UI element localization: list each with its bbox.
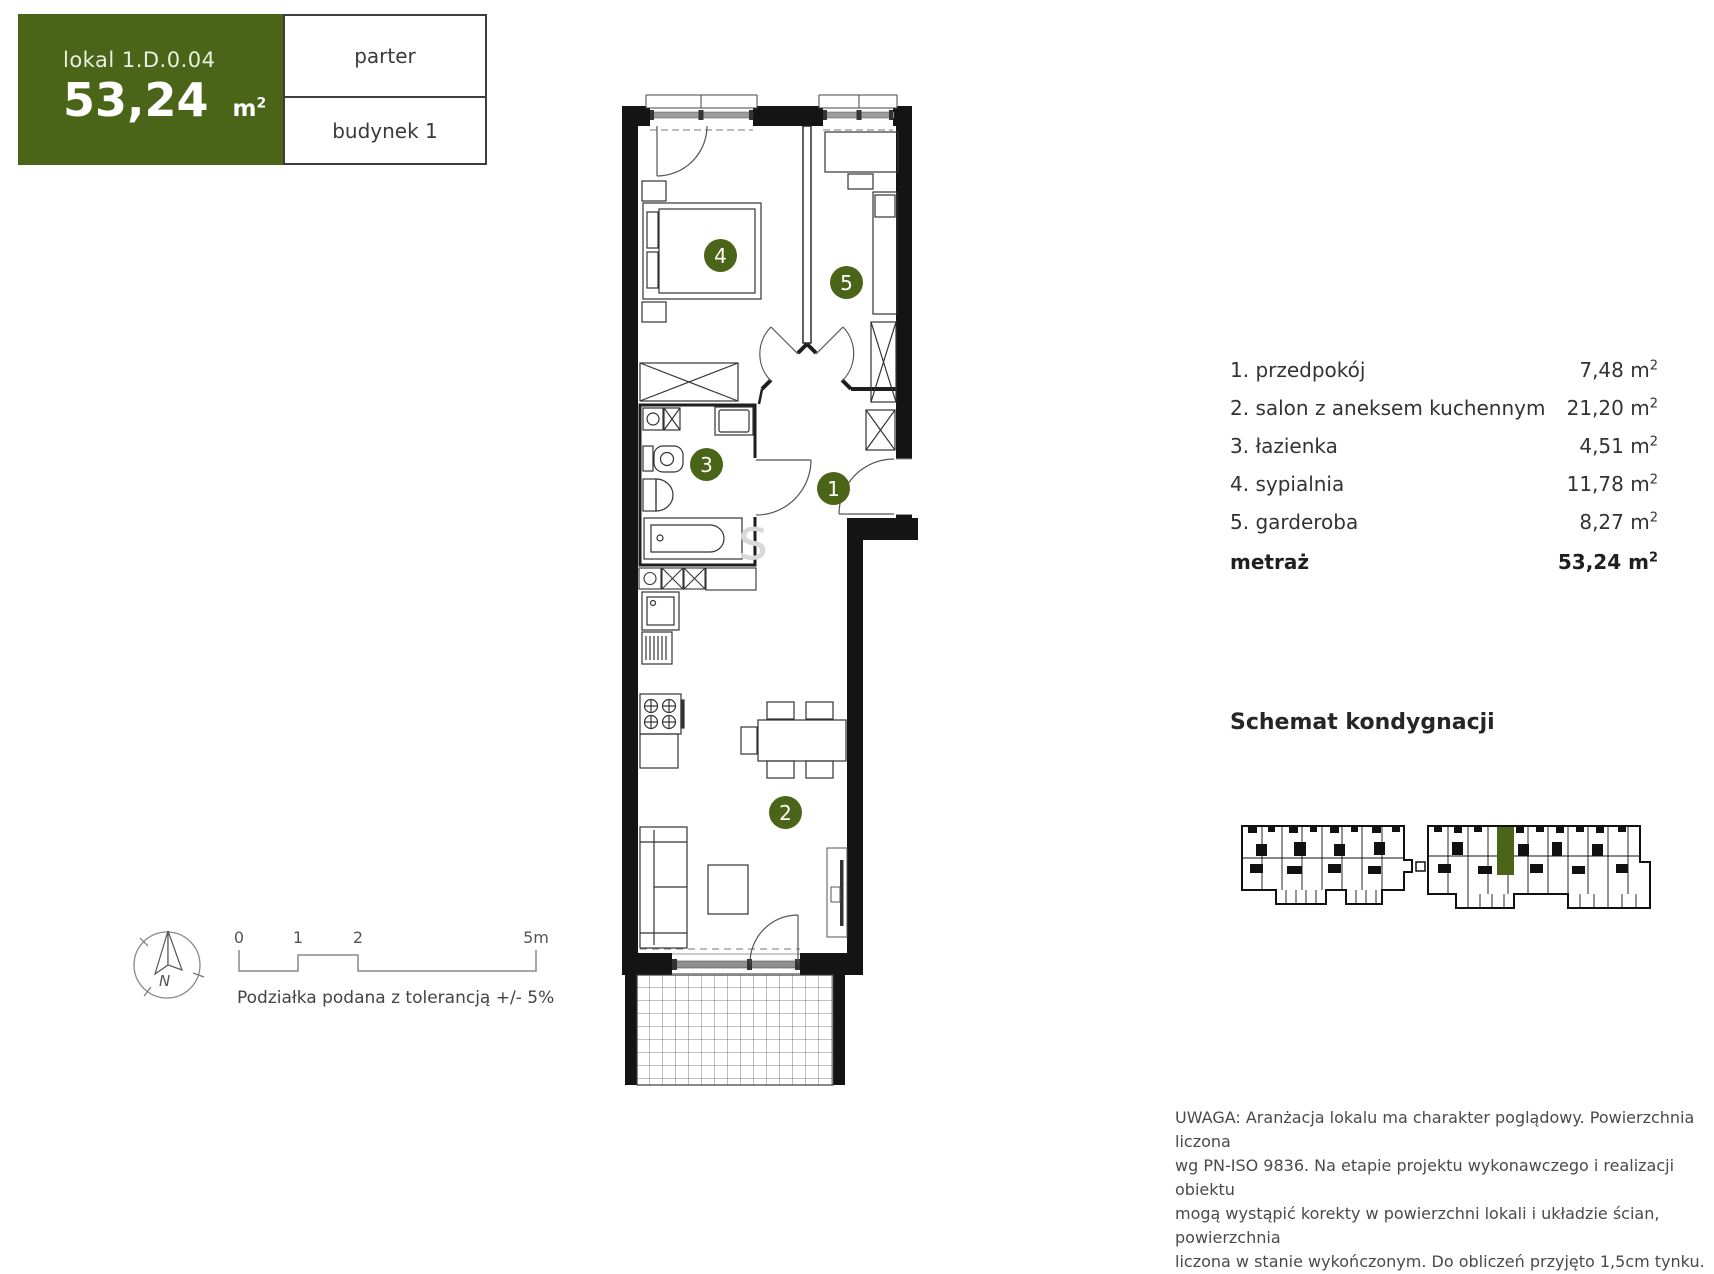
storey-diagram [1232,818,1652,914]
building-outline-right [1428,826,1650,908]
room-badge-5: 5 [830,266,863,299]
legend-row: 2. salon z aneksem kuchennym 21,20 $m^2$ [1230,396,1658,420]
washer-icon [715,407,753,435]
room-badge-4: 4 [704,239,737,272]
legend-row: 1. przedpokój 7,48 $m^2$ [1230,358,1658,382]
interior-walls [759,126,896,404]
bathroom-fixtures [643,407,753,559]
floor-label: parter [285,16,485,98]
highlighted-unit [1497,827,1514,875]
building-label: budynek 1 [332,118,438,143]
nightstand [642,181,666,201]
room-badge-2: 2 [769,796,802,829]
disclaimer-line: UWAGA: Aranżacja lokalu ma charakter poglądowy. Powierzchnia liczona [1175,1108,1695,1151]
north-label: N [159,972,171,990]
sink-icon [643,479,673,511]
single-bed-icon [873,192,897,314]
toilet-icon [643,446,683,472]
storey-diagram-title: Schemat kondygnacji [1230,710,1495,735]
scale-note: Podziałka podana z tolerancją +/- 5% [237,988,555,1008]
door-garderoba [816,327,854,381]
garderoba-furniture [825,132,898,402]
bathtub-icon [644,518,742,559]
area-unit: $m^2$ [232,95,267,122]
building-outline-left [1242,826,1425,904]
desk [825,132,898,172]
counter [640,734,678,768]
watermark: s [738,505,769,573]
double-bed-icon [643,203,761,299]
disclaimer-line: mogą wystąpić korekty w powierzchni lokali i układzie ścian, powierzchnia [1175,1204,1660,1247]
desk-chair [848,174,873,189]
wardrobe-icon [640,363,738,401]
hall-wardrobe [866,410,895,450]
area-value: 53,24 [63,73,209,127]
stove-icon [640,694,684,734]
tv-icon [827,848,847,937]
unit-area-label [63,73,283,127]
room-badge-1: 1 [817,472,850,505]
legend-row: 5. garderoba 8,27 $m^2$ [1230,510,1658,534]
sofa-icon [640,827,687,948]
unit-info-card [18,14,283,165]
legend-row: 4. sypialnia 11,78 $m^2$ [1230,472,1658,496]
disclaimer-line: wg PN-ISO 9836. Na etapie projektu wykonawczego i realizacji obiektu [1175,1156,1675,1199]
door-bedroom [760,327,798,381]
dishrack-icon [642,632,672,664]
coffee-table [708,865,748,914]
kitchen-units [640,592,684,768]
dining-table [758,720,846,761]
room-badge-3: 3 [690,448,723,481]
scale-tick-0: 0 [233,928,245,947]
scale-bar [225,944,545,976]
nightstand [642,302,666,322]
window-garderoba [819,95,897,130]
floor-plan-drawing [610,90,930,1100]
room-legend [1230,358,1658,588]
bedroom-furniture [640,181,761,401]
window-bedroom [646,95,757,176]
unit-meta-card [283,14,487,165]
disclaimer [1175,1106,1710,1274]
dining-set [741,702,846,778]
floor-plan [610,90,930,1100]
legend-total-row: metraż 53,24 $m^2$ [1230,550,1658,574]
scale-tick-2: 2 [352,928,364,947]
unit-id-label: lokal 1.D.0.04 [63,48,216,72]
terrace [637,975,833,1085]
bathroom-walls [640,405,811,565]
compass-icon [128,924,208,1008]
scale-tick-5m: 5m [523,928,549,947]
legend-row: 3. łazienka 4,51 $m^2$ [1230,434,1658,458]
scale-tick-1: 1 [292,928,304,947]
fridge-icon [642,592,679,630]
disclaimer-line: liczona w stanie wykończonym. Do obliczeń przyjęto 1,5cm tynku. [1175,1252,1705,1271]
living-furniture [640,827,847,948]
